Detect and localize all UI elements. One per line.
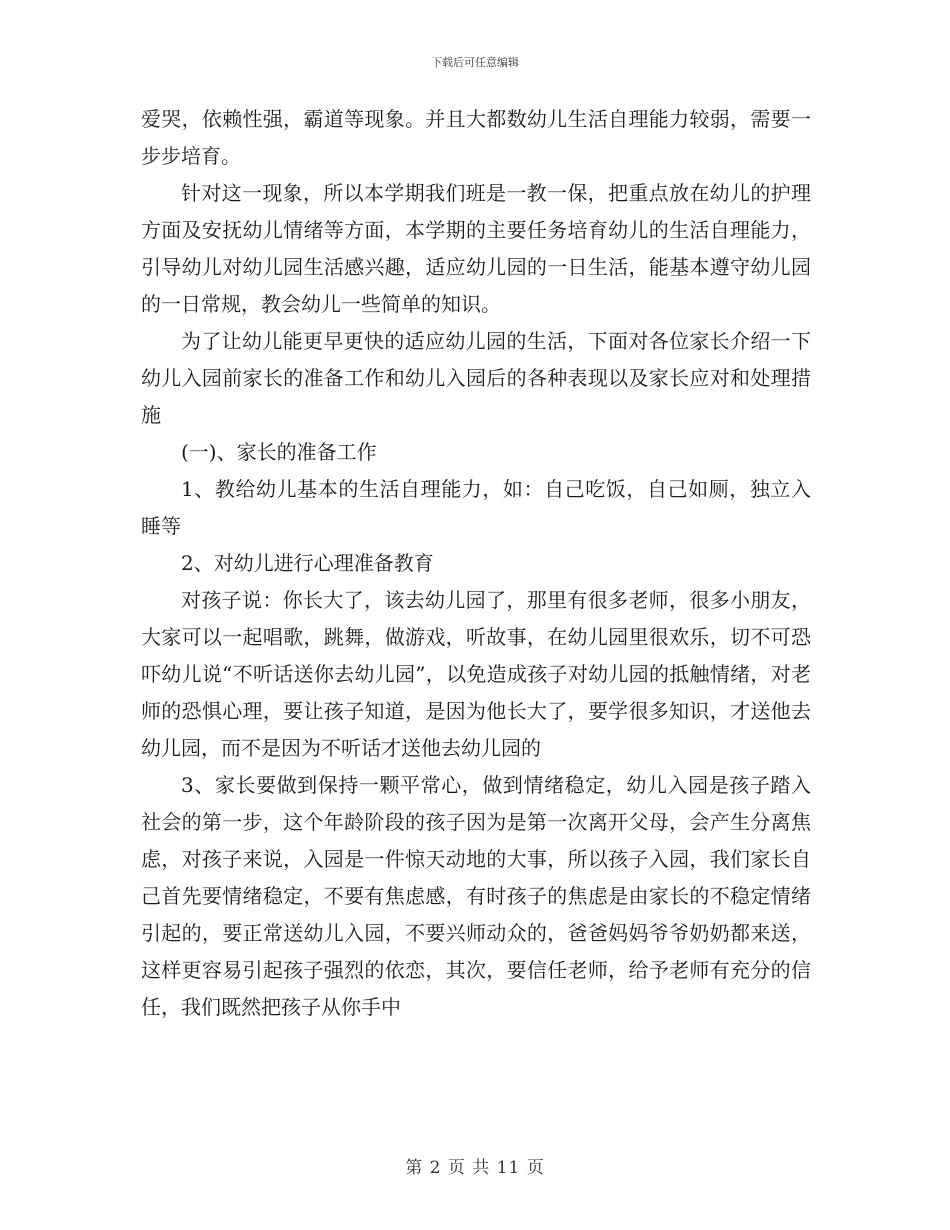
paragraph-1: 爱哭，依赖性强，霸道等现象。并且大都数幼儿生活自理能力较弱，需要一步步培育。 bbox=[141, 107, 811, 168]
paragraph-3: 为了让幼儿能更早更快的适应幼儿园的生活，下面对各位家长介绍一下幼儿入园前家长的准备工作和幼儿入园后的各种表现以及家长应对和处理措施 bbox=[141, 329, 811, 427]
list-item-1: 1、教给幼儿基本的生活自理能力，如：自己吃饭，自己如厕，独立入睡等 bbox=[141, 477, 811, 538]
paragraph-2: 针对这一现象，所以本学期我们班是一教一保，把重点放在幼儿的护理方面及安抚幼儿情绪等方面，本学期的主要任务培育幼儿的生活自理能力，引导幼儿对幼儿园生活感兴趣，适应幼儿园的一日生活，能基本遵守幼儿园的一日常规，教会幼儿一些简单的知识。 bbox=[141, 181, 811, 316]
document-body bbox=[141, 101, 811, 1026]
paragraph-talk-to-child: 对孩子说：你长大了，该去幼儿园了，那里有很多老师，很多小朋友，大家可以一起唱歌，跳舞，做游戏，听故事，在幼儿园里很欢乐，切不可恐吓幼儿说“不听话送你去幼儿园”，以免造成孩子对幼儿园的抵触情绪，对老师的恐惧心理，要让孩子知道，是因为他长大了，要学很多知识，才送他去幼儿园，而不是因为不听话才送他去幼儿园的 bbox=[141, 588, 811, 760]
page-header-note: 下载后可任意编辑 bbox=[431, 56, 519, 69]
list-item-3: 3、家长要做到保持一颗平常心，做到情绪稳定，幼儿入园是孩子踏入社会的第一步，这个年龄阶段的孩子因为是第一次离开父母，会产生分离焦虑，对孩子来说，入园是一件惊天动地的大事，所以孩子入园，我们家长自己首先要情绪稳定，不要有焦虑感，有时孩子的焦虑是由家长的不稳定情绪引起的，要正常送幼儿入园，不要兴师动众的，爸爸妈妈爷爷奶奶都来送，这样更容易引起孩子强烈的依恋，其次，要信任老师，给予老师有充分的信任，我们既然把孩子从你手中 bbox=[141, 773, 811, 1019]
page-number: 第 2 页 共 11 页 bbox=[405, 1158, 545, 1178]
list-item-2: 2、对幼儿进行心理准备教育 bbox=[181, 551, 434, 575]
section-heading-parent-preparation: (一)、家长的准备工作 bbox=[181, 440, 377, 464]
